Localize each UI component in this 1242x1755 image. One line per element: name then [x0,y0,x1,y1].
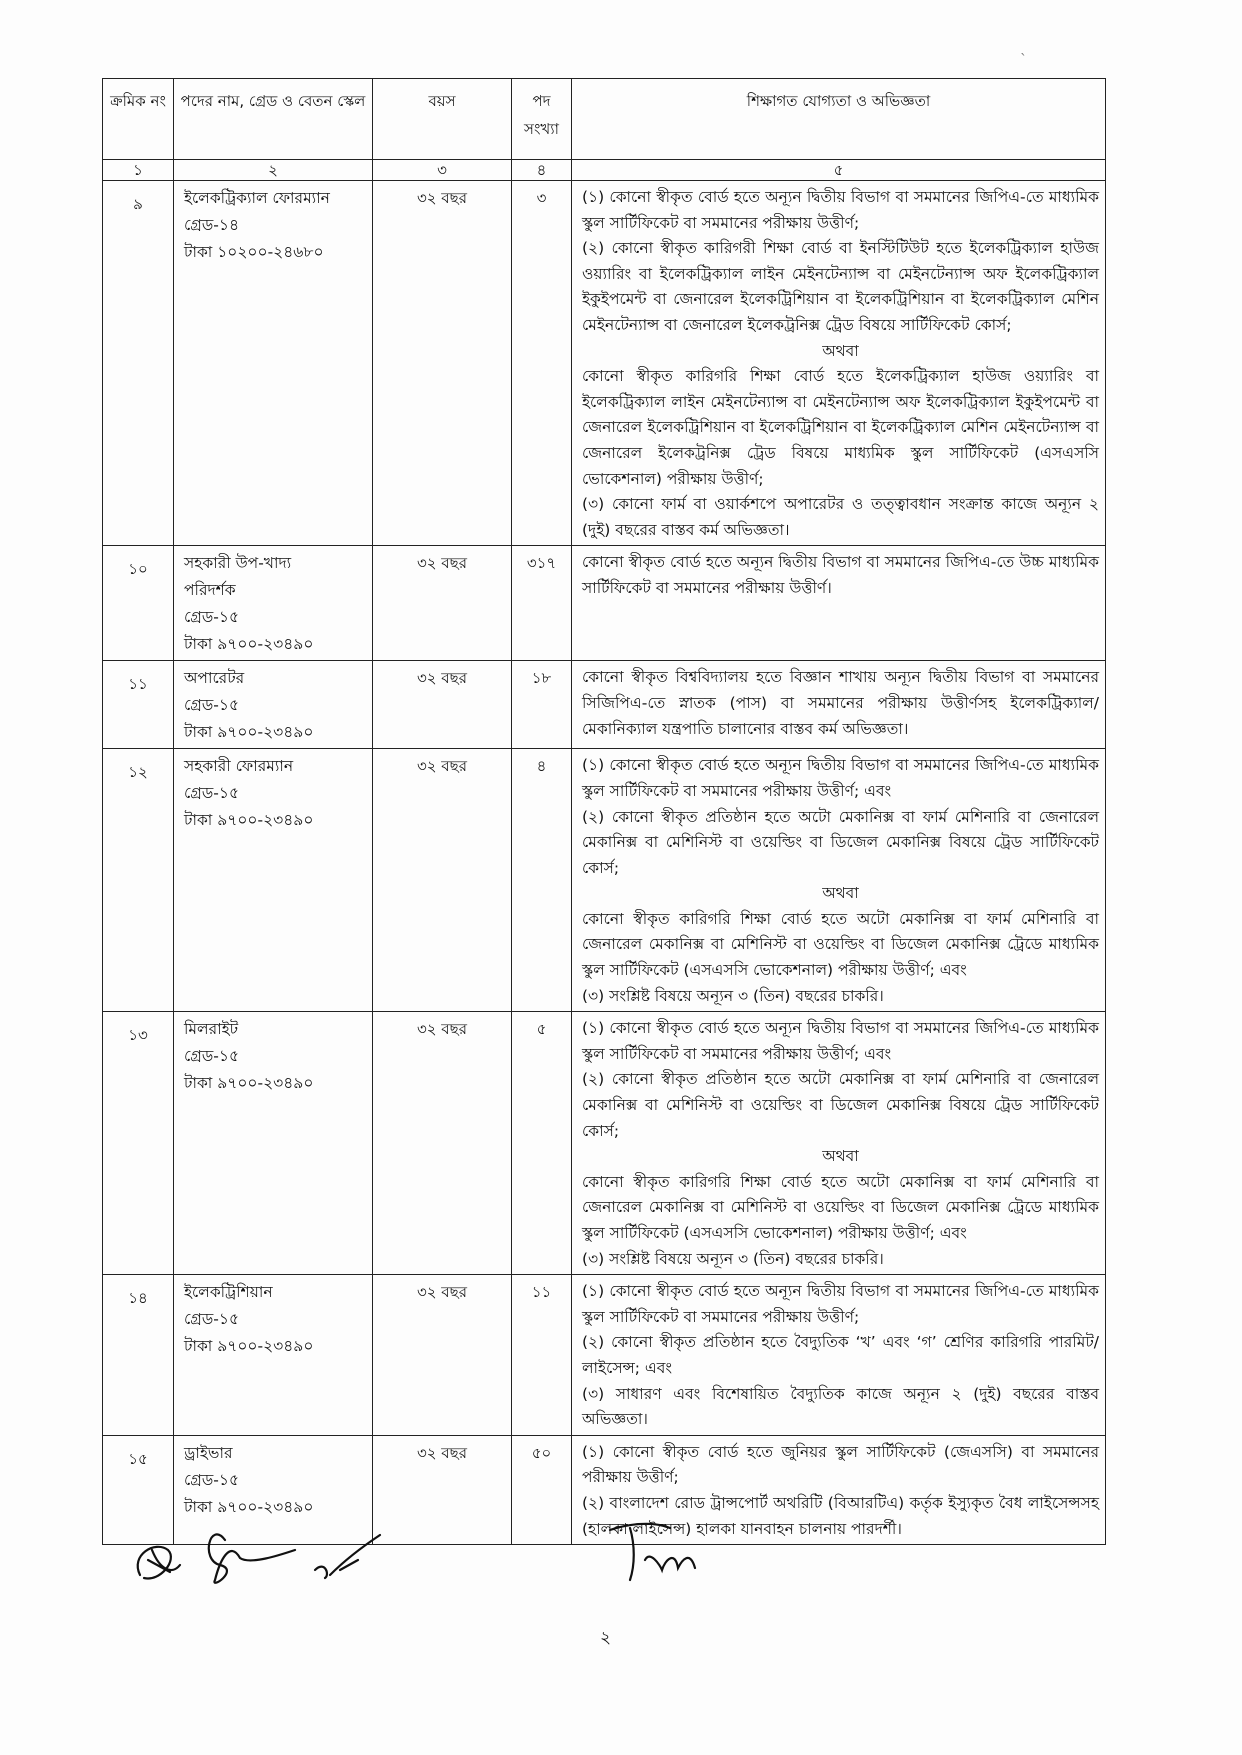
column-number-row [103,160,1106,181]
qualification-cell [572,1275,1106,1436]
post-count-cell: ৩১৭ [512,546,572,661]
post-detail: টাকা ৯৭০০-২৩৪৯০ [184,635,314,654]
post-detail: গ্রেড-১৫ [184,784,240,803]
qualification-cell [572,661,1106,749]
serial-cell: ১৩ [103,1012,174,1275]
qualification-item: (৩) কোনো ফার্ম বা ওয়ার্কশপে অপারেটর ও তত্ত্বাবধান সংক্রান্ত কাজে অন্যূন ২ (দুই) বছরের বাস্তব কর্ম অভিজ্ঞতা। [582,495,1099,539]
age-cell: ৩২ বছর [373,1435,512,1544]
post-detail: গ্রেড-১৫ [184,1047,240,1066]
qualification-item: (২) কোনো স্বীকৃত প্রতিষ্ঠান হতে অটো মেকানিক্স বা ফার্ম মেশিনারি বা জেনারেল মেকানিক্স বা মেশিনিস্ট বা ওয়েল্ডিং বা ডিজেল মেকানিক্স বিষয়ে ট্রেড সার্টিফিকেট কোর্স; [582,807,1099,877]
qualification-item: (২) বাংলাদেশ রোড ট্রান্সপোর্ট অথরিটি (বিআরটিএ) কর্তৃক ইস্যুকৃত বৈধ লাইসেন্সসহ (হালকা লাইসেন্স) হালকা যানবাহন চালনায় পারদর্শী। [582,1493,1099,1538]
table-body [103,181,1106,1545]
qualification-item: কোনো স্বীকৃত কারিগরি শিক্ষা বোর্ড হতে অটো মেকানিক্স বা ফার্ম মেশিনারি বা জেনারেল মেকানিক্স বা মেশিনিস্ট বা ওয়েল্ডিং বা ডিজেল মেকানিক্স ট্রেডে মাধ্যমিক স্কুল সার্টিফিকেট (এসএসসি ভোকেশনাল) পরীক্ষায় উত্তীর্ণ; এবং [582,1172,1099,1242]
qualification-item: (৩) সাধারণ এবং বিশেষায়িত বৈদ্যুতিক কাজে অন্যূন ২ (দুই) বছরের বাস্তব অভিজ্ঞতা। [582,1384,1099,1429]
or-separator: অথবা [822,1147,859,1166]
post-name: ইলেকট্রিক্যাল ফোরম্যান [184,189,330,207]
post-count-cell: ৪ [512,749,572,1012]
post-detail: টাকা ৯৭০০-২৩৪৯০ [184,1497,314,1516]
serial-cell: ১০ [103,546,174,661]
signatures [130,1520,780,1600]
signature-1 [138,1547,180,1579]
table-row [103,1275,1106,1436]
post-count-cell: ৩ [512,181,572,546]
qualification-item: (৩) সংশ্লিষ্ট বিষয়ে অন্যূন ৩ (তিন) বছরের চাকরি। [582,986,884,1005]
job-circular-table [102,78,1106,1545]
header-age: বয়স [373,79,512,160]
signature-3 [315,1535,380,1578]
post-count-cell: ১৮ [512,661,572,749]
post-count-cell: ৫০ [512,1435,572,1544]
age-cell: ৩২ বছর [373,661,512,749]
qualification-item: (১) কোনো স্বীকৃত বোর্ড হতে অন্যূন দ্বিতীয় বিভাগ বা সমমানের জিপিএ-তে মাধ্যমিক স্কুল সার্টিফিকেট বা সমমানের পরীক্ষায় উত্তীর্ণ; এবং [582,756,1099,800]
post-detail: টাকা ১০২০০-২৪৬৮০ [184,243,324,261]
post-detail: টাকা ৯৭০০-২৩৪৯০ [184,723,314,742]
post-cell [174,749,373,1012]
serial-cell: ১২ [103,749,174,1012]
qualification-item: কোনো স্বীকৃত কারিগরি শিক্ষা বোর্ড হতে ইলেকট্রিক্যাল হাউজ ওয়্যারিং বা ইলেকট্রিক্যাল লাইন মেইনটেন্যান্স বা মেইনটেন্যান্স অফ ইলেকট্রিক্যাল ইকুইপমেন্ট বা জেনারেল ইলেকট্রিশিয়ান বা ইলেকট্রিশিয়ান বা ইলেকট্রিক্যাল মেশিন মেইনটেন্যান্স বা জেনারেল ইলেকট্রনিক্স ট্রেড বিষয়ে মাধ্যমিক স্কুল সার্টিফিকেট (এসএসসি ভোকেশনাল) পরীক্ষায় উত্তীর্ণ; [582,367,1099,488]
table-row [103,661,1106,749]
qualification-item: (১) কোনো স্বীকৃত বোর্ড হতে অন্যূন দ্বিতীয় বিভাগ বা সমমানের জিপিএ-তে মাধ্যমিক স্কুল সার্টিফিকেট বা সমমানের পরীক্ষায় উত্তীর্ণ; [582,188,1099,232]
qualification-item: কোনো স্বীকৃত কারিগরি শিক্ষা বোর্ড হতে অটো মেকানিক্স বা ফার্ম মেশিনারি বা জেনারেল মেকানিক্স বা মেশিনিস্ট বা ওয়েল্ডিং বা ডিজেল মেকানিক্স ট্রেডে মাধ্যমিক স্কুল সার্টিফিকেট (এসএসসি ভোকেশনাল) পরীক্ষায় উত্তীর্ণ; এবং [582,909,1099,980]
post-detail: গ্রেড-১৫ [184,608,240,627]
table-row [103,749,1106,1012]
post-cell [174,546,373,661]
table-header-row [103,79,1106,160]
header-count: পদ সংখ্যা [512,79,572,160]
qualification-cell [572,546,1106,661]
col-number: ২ [174,160,373,181]
header-serial: ক্রমিক নং [103,79,174,160]
serial-cell: ১৫ [103,1435,174,1544]
post-name: ইলেকট্রিশিয়ান [184,1283,273,1302]
post-name: সহকারী ফোরম্যান [184,757,294,776]
age-cell: ৩২ বছর [373,1012,512,1275]
qualification-item: কোনো স্বীকৃত বোর্ড হতে অন্যূন দ্বিতীয় বিভাগ বা সমমানের জিপিএ-তে উচ্চ মাধ্যমিক সার্টিফিকেট বা সমমানের পরীক্ষায় উত্তীর্ণ। [582,553,1099,597]
age-cell: ৩২ বছর [373,546,512,661]
age-cell: ৩২ বছর [373,749,512,1012]
col-number: ৩ [373,160,512,181]
qualification-item: (১) কোনো স্বীকৃত বোর্ড হতে অন্যূন দ্বিতীয় বিভাগ বা সমমানের জিপিএ-তে মাধ্যমিক স্কুল সার্টিফিকেট বা সমমানের পরীক্ষায় উত্তীর্ণ; এবং [582,1019,1099,1063]
age-cell: ৩২ বছর [373,181,512,546]
table-row [103,546,1106,661]
post-cell [174,661,373,749]
post-name: মিলরাইট [184,1020,239,1039]
qualification-item: (১) কোনো স্বীকৃত বোর্ড হতে অন্যূন দ্বিতীয় বিভাগ বা সমমানের জিপিএ-তে মাধ্যমিক স্কুল সার্টিফিকেট বা সমমানের পরীক্ষায় উত্তীর্ণ; [582,1282,1099,1326]
post-name: ড্রাইভার [184,1443,233,1462]
qualification-item: (২) কোনো স্বীকৃত প্রতিষ্ঠান হতে বৈদ্যুতিক ‘খ’ এবং ‘গ’ শ্রেণির কারিগরি পারমিট/লাইসেন্স; এবং [582,1333,1099,1377]
post-cell [174,1012,373,1275]
scan-speck: ˎ [1020,40,1027,56]
qualification-item: (১) কোনো স্বীকৃত বোর্ড হতে জুনিয়র স্কুল সার্টিফিকেট (জেএসসি) বা সমমানের পরীক্ষায় উত্তীর্ণ; [582,1442,1099,1487]
header-qualification: শিক্ষাগত যোগ্যতা ও অভিজ্ঞতা [572,79,1106,160]
post-detail: গ্রেড-১৪ [184,216,240,234]
signature-2 [209,1534,295,1582]
col-number: ৫ [572,160,1106,181]
post-detail: টাকা ৯৭০০-২৩৪৯০ [184,1074,314,1093]
header-post: পদের নাম, গ্রেড ও বেতন স্কেল [174,79,373,160]
qualification-cell [572,749,1106,1012]
post-cell [174,181,373,546]
post-count-cell: ৫ [512,1012,572,1275]
post-detail: পরিদর্শক [184,581,236,600]
post-detail: টাকা ৯৭০০-২৩৪৯০ [184,1337,314,1356]
post-cell [174,1275,373,1436]
age-cell: ৩২ বছর [373,1275,512,1436]
serial-cell: ১৪ [103,1275,174,1436]
page-number: ২ [600,1628,612,1648]
serial-cell: ৯ [103,181,174,546]
col-number: ১ [103,160,174,181]
qualification-cell [572,181,1106,546]
post-name: অপারেটর [184,669,245,688]
post-detail: গ্রেড-১৫ [184,1470,240,1489]
qualification-item: কোনো স্বীকৃত বিশ্ববিদ্যালয় হতে বিজ্ঞান শাখায় অন্যূন দ্বিতীয় বিভাগ বা সমমানের সিজিপিএ-তে স্নাতক (পাস) বা সমমানের পরীক্ষায় উত্তীর্ণসহ ইলেকট্রিক্যাল/মেকানিক্যাল যন্ত্রপাতি চালানোর বাস্তব কর্ম অভিজ্ঞতা। [582,668,1099,738]
qualification-item: (৩) সংশ্লিষ্ট বিষয়ে অন্যূন ৩ (তিন) বছরের চাকরি। [582,1249,884,1268]
or-separator: অথবা [822,884,859,903]
signature-4 [610,1524,695,1580]
post-name: সহকারী উপ-খাদ্য [184,554,292,573]
qualification-item: (২) কোনো স্বীকৃত প্রতিষ্ঠান হতে অটো মেকানিক্স বা ফার্ম মেশিনারি বা জেনারেল মেকানিক্স বা মেশিনিস্ট বা ওয়েল্ডিং বা ডিজেল মেকানিক্স বিষয়ে ট্রেড সার্টিফিকেট কোর্স; [582,1070,1099,1140]
serial-cell: ১১ [103,661,174,749]
qualification-cell [572,1012,1106,1275]
col-number: ৪ [512,160,572,181]
post-detail: গ্রেড-১৫ [184,696,240,715]
or-separator: অথবা [822,341,859,360]
table-row [103,1012,1106,1275]
post-detail: গ্রেড-১৫ [184,1310,240,1329]
table-row [103,181,1106,546]
post-count-cell: ১১ [512,1275,572,1436]
qualification-item: (২) কোনো স্বীকৃত কারিগরী শিক্ষা বোর্ড বা ইনস্টিটিউট হতে ইলেকট্রিক্যাল হাউজ ওয়্যারিং বা ইলেকট্রিক্যাল লাইন মেইনটেন্যান্স বা মেইনটেন্যান্স অফ ইলেকট্রিক্যাল ইকুইপমেন্ট বা জেনারেল ইলেকট্রিশিয়ান বা ইলেকট্রিশিয়ান বা ইলেকট্রিক্যাল মেশিন মেইনটেন্যান্স বা জেনারেল ইলেকট্রনিক্স ট্রেড বিষয়ে সার্টিফিকেট কোর্স; [582,239,1099,334]
post-detail: টাকা ৯৭০০-২৩৪৯০ [184,811,314,830]
